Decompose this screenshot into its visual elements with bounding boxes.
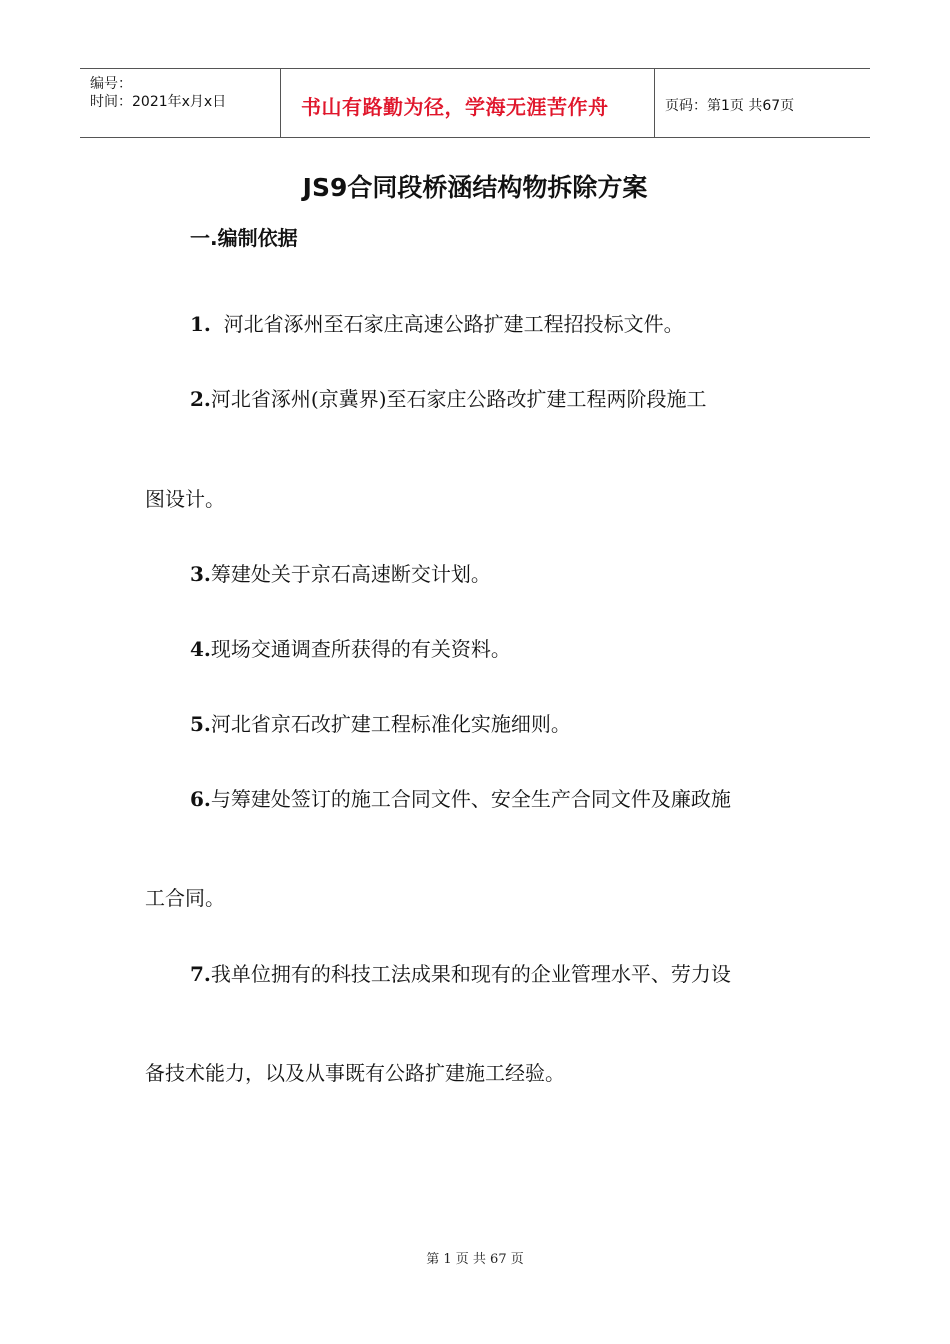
document-header	[80, 68, 870, 138]
item-number: 2.	[190, 387, 211, 411]
item-continuation: 工合同。	[145, 886, 225, 910]
list-item	[190, 708, 571, 737]
item-number: 5.	[190, 712, 211, 736]
item-text: 与筹建处签订的施工合同文件、安全生产合同文件及廉政施	[210, 787, 731, 811]
item-continuation: 图设计。	[145, 487, 225, 511]
item-number: 7.	[190, 962, 211, 986]
header-motto-cell	[281, 69, 655, 137]
page-info: 页码：第1页 共67页	[665, 98, 795, 114]
list-item	[190, 783, 731, 812]
document-title: JS9合同段桥涵结构物拆除方案	[302, 173, 648, 202]
item-text: 我单位拥有的科技工法成果和现有的企业管理水平、劳力设	[210, 962, 731, 986]
section-heading: 一.编制依据	[190, 226, 298, 250]
item-text: 河北省涿州(京冀界)至石家庄公路改扩建工程两阶段施工	[210, 387, 707, 411]
item-text: 筹建处关于京石高速断交计划。	[210, 562, 491, 586]
page-footer: 第 1 页 共 67 页	[426, 1252, 524, 1267]
header-meta-cell	[80, 69, 281, 137]
item-number: 6.	[190, 787, 211, 811]
item-number: 1.	[190, 312, 211, 336]
list-item	[190, 958, 731, 987]
list-item	[190, 558, 491, 587]
list-item	[190, 383, 707, 412]
item-text: 现场交通调查所获得的有关资料。	[210, 637, 511, 661]
header-page-cell	[655, 69, 870, 137]
item-continuation: 备技术能力，以及从事既有公路扩建施工经验。	[145, 1061, 565, 1085]
serial-number-label: 编号：	[90, 76, 132, 92]
item-number: 4.	[190, 637, 211, 661]
list-item	[190, 308, 684, 337]
list-item	[190, 633, 511, 662]
item-text: 河北省涿州至石家庄高速公路扩建工程招投标文件。	[210, 312, 684, 336]
item-text: 河北省京石改扩建工程标准化实施细则。	[210, 712, 571, 736]
item-number: 3.	[190, 562, 211, 586]
motto-text: 书山有路勤为径，学海无涯苦作舟	[301, 95, 609, 119]
date-label: 时间：2021年x月x日	[90, 94, 227, 110]
